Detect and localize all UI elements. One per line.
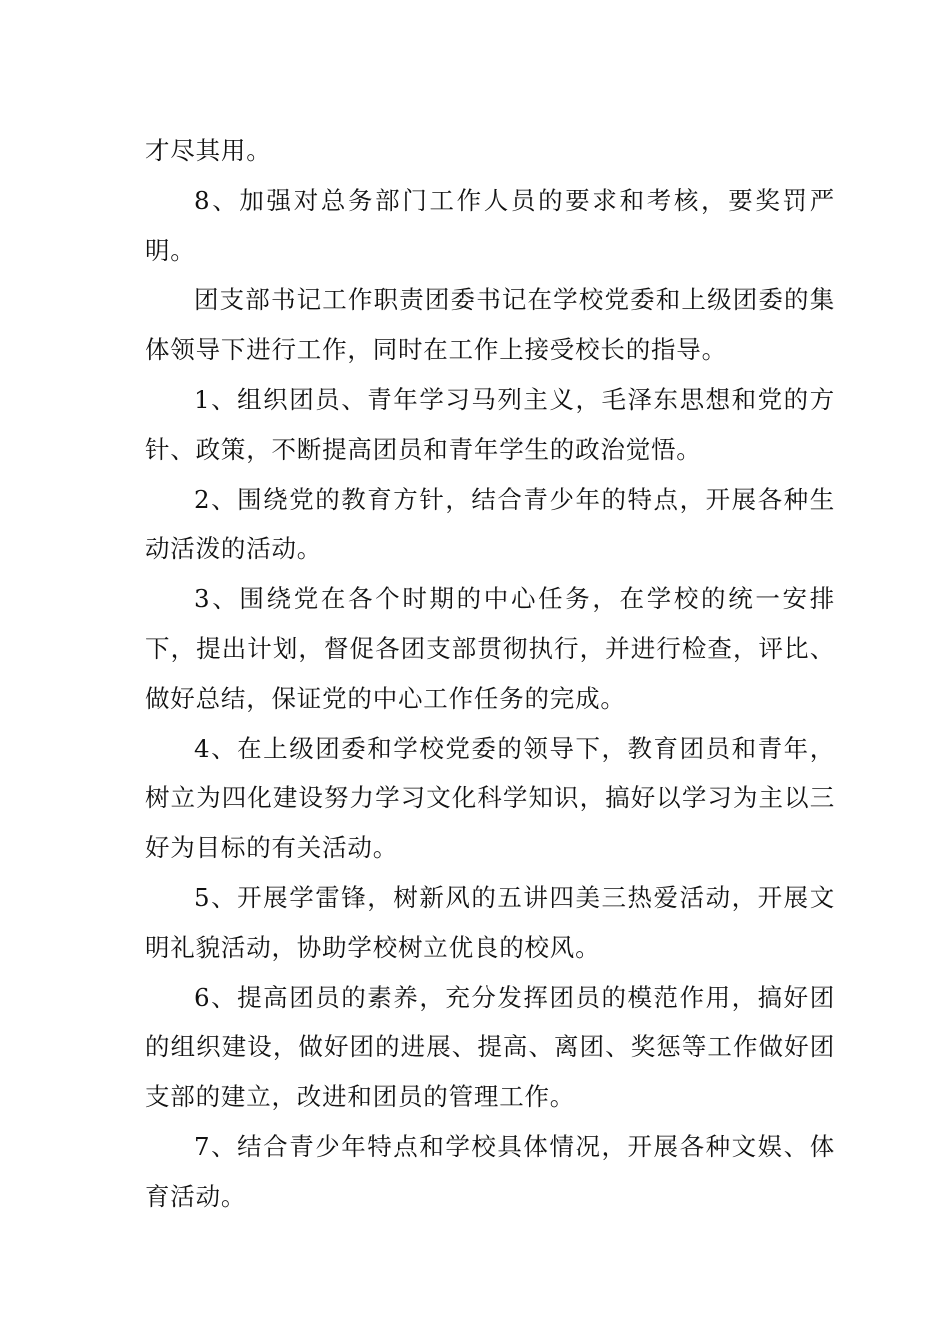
paragraph-league-secretary-duties: 团支部书记工作职责团委书记在学校党委和上级团委的集体领导下进行工作，同时在工作上接受校长的指导。 xyxy=(145,285,835,365)
paragraph-item-5: 5、开展学雷锋，树新风的五讲四美三热爱活动，开展文明礼貌活动，协助学校树立优良的校风。 xyxy=(145,882,835,962)
document-body xyxy=(145,126,835,1222)
paragraph-item-4: 4、在上级团委和学校党委的领导下，教育团员和青年，树立为四化建设努力学习文化科学知识，搞好以学习为主以三好为目标的有关活动。 xyxy=(145,733,835,863)
paragraph-item-6: 6、提高团员的素养，充分发挥团员的模范作用，搞好团的组织建设，做好团的进展、提高、离团、奖惩等工作做好团支部的建立，改进和团员的管理工作。 xyxy=(145,982,835,1112)
paragraph-item-1: 1、组织团员、青年学习马列主义，毛泽东思想和党的方针、政策，不断提高团员和青年学生的政治觉悟。 xyxy=(145,384,835,464)
paragraph-item-7: 7、结合青少年特点和学校具体情况，开展各种文娱、体育活动。 xyxy=(145,1131,835,1211)
paragraph-item-2: 2、围绕党的教育方针，结合青少年的特点，开展各种生动活泼的活动。 xyxy=(145,484,835,564)
paragraph-item-8: 8、加强对总务部门工作人员的要求和考核，要奖罚严明。 xyxy=(145,185,835,265)
paragraph-continuation: 才尽其用。 xyxy=(145,136,272,165)
paragraph-item-3: 3、围绕党在各个时期的中心任务，在学校的统一安排下，提出计划，督促各团支部贯彻执行，并进行检查，评比、做好总结，保证党的中心工作任务的完成。 xyxy=(145,584,835,713)
